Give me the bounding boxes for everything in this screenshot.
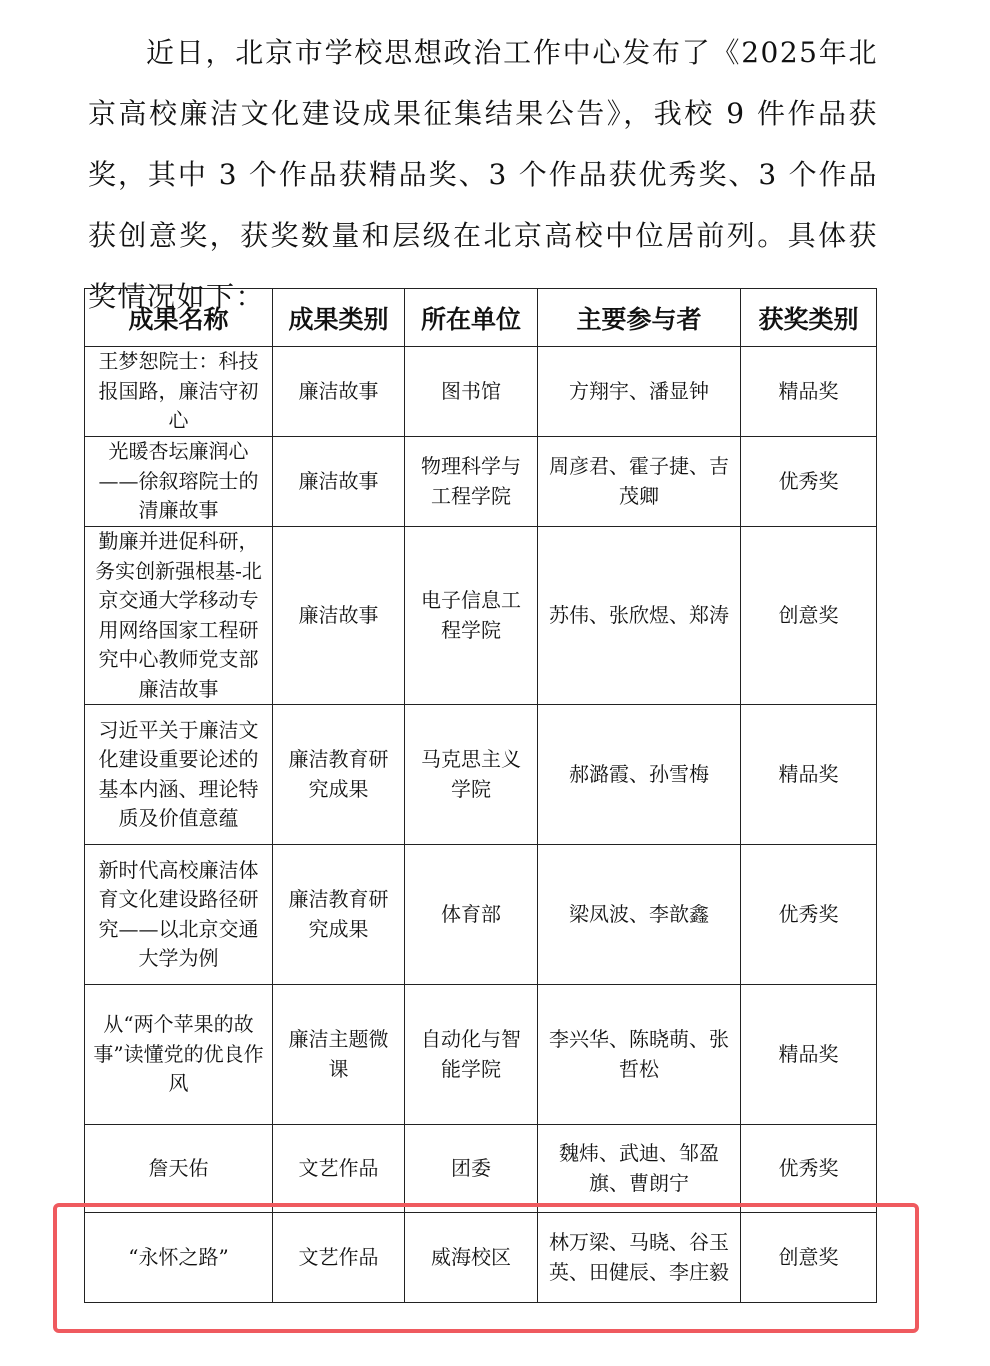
cell-award: 精品奖 xyxy=(741,705,877,845)
cell-name: 光暖杏坛廉润心——徐叙瑢院士的清廉故事 xyxy=(85,437,273,527)
cell-participants: 苏伟、张欣煜、郑涛 xyxy=(538,527,741,705)
cell-category: 廉洁主题微课 xyxy=(273,985,405,1125)
table-row xyxy=(85,845,877,985)
table-header-row xyxy=(85,289,877,347)
header-name: 成果名称 xyxy=(85,289,273,347)
cell-unit: 电子信息工程学院 xyxy=(405,527,538,705)
cell-unit: 马克思主义学院 xyxy=(405,705,538,845)
cell-name: 勤廉并进促科研，务实创新强根基-北京交通大学移动专用网络国家工程研究中心教师党支部廉洁故事 xyxy=(85,527,273,705)
cell-name: 新时代高校廉洁体育文化建设路径研究——以北京交通大学为例 xyxy=(85,845,273,985)
cell-award: 优秀奖 xyxy=(741,1125,877,1213)
table-row xyxy=(85,527,877,705)
cell-unit: 团委 xyxy=(405,1125,538,1213)
cell-name: 习近平关于廉洁文化建设重要论述的基本内涵、理论特质及价值意蕴 xyxy=(85,705,273,845)
header-award: 获奖类别 xyxy=(741,289,877,347)
cell-unit: 自动化与智能学院 xyxy=(405,985,538,1125)
cell-category: 廉洁故事 xyxy=(273,527,405,705)
cell-participants: 周彦君、霍子捷、吉茂卿 xyxy=(538,437,741,527)
cell-category: 廉洁故事 xyxy=(273,347,405,437)
header-category: 成果类别 xyxy=(273,289,405,347)
intro-paragraph: 近日，北京市学校思想政治工作中心发布了《2025年北京高校廉洁文化建设成果征集结果公告》，我校 9 件作品获奖，其中 3 个作品获精品奖、3 个作品获优秀奖、3 个作品获创意奖，获奖数量和层级在北京高校中位居前列。具体获奖情况如下： xyxy=(88,36,878,313)
cell-participants: 方翔宇、潘显钟 xyxy=(538,347,741,437)
cell-name: 王梦恕院士：科技报国路，廉洁守初心 xyxy=(85,347,273,437)
cell-award: 创意奖 xyxy=(741,1213,877,1303)
cell-participants: 林万梁、马晓、谷玉英、田健辰、李庄毅 xyxy=(538,1213,741,1303)
table-row xyxy=(85,985,877,1125)
cell-category: 廉洁故事 xyxy=(273,437,405,527)
cell-award: 优秀奖 xyxy=(741,845,877,985)
cell-unit: 体育部 xyxy=(405,845,538,985)
cell-unit: 图书馆 xyxy=(405,347,538,437)
cell-category: 文艺作品 xyxy=(273,1125,405,1213)
cell-category: 廉洁教育研究成果 xyxy=(273,845,405,985)
table-row xyxy=(85,705,877,845)
cell-category: 文艺作品 xyxy=(273,1213,405,1303)
table-row xyxy=(85,437,877,527)
cell-name: “永怀之路” xyxy=(85,1213,273,1303)
cell-award: 优秀奖 xyxy=(741,437,877,527)
cell-participants: 郝潞霞、孙雪梅 xyxy=(538,705,741,845)
cell-name: 从“两个苹果的故事”读懂党的优良作风 xyxy=(85,985,273,1125)
cell-participants: 魏炜、武迪、邹盈旗、曹朗宁 xyxy=(538,1125,741,1213)
awards-table xyxy=(84,288,877,1303)
cell-participants: 李兴华、陈晓萌、张哲松 xyxy=(538,985,741,1125)
cell-award: 创意奖 xyxy=(741,527,877,705)
table-row xyxy=(85,347,877,437)
cell-unit: 物理科学与工程学院 xyxy=(405,437,538,527)
cell-award: 精品奖 xyxy=(741,985,877,1125)
header-participants: 主要参与者 xyxy=(538,289,741,347)
table-row xyxy=(85,1125,877,1213)
table-row-highlighted xyxy=(85,1213,877,1303)
cell-award: 精品奖 xyxy=(741,347,877,437)
cell-category: 廉洁教育研究成果 xyxy=(273,705,405,845)
cell-name: 詹天佑 xyxy=(85,1125,273,1213)
header-unit: 所在单位 xyxy=(405,289,538,347)
cell-unit: 威海校区 xyxy=(405,1213,538,1303)
cell-participants: 梁凤波、李歆鑫 xyxy=(538,845,741,985)
